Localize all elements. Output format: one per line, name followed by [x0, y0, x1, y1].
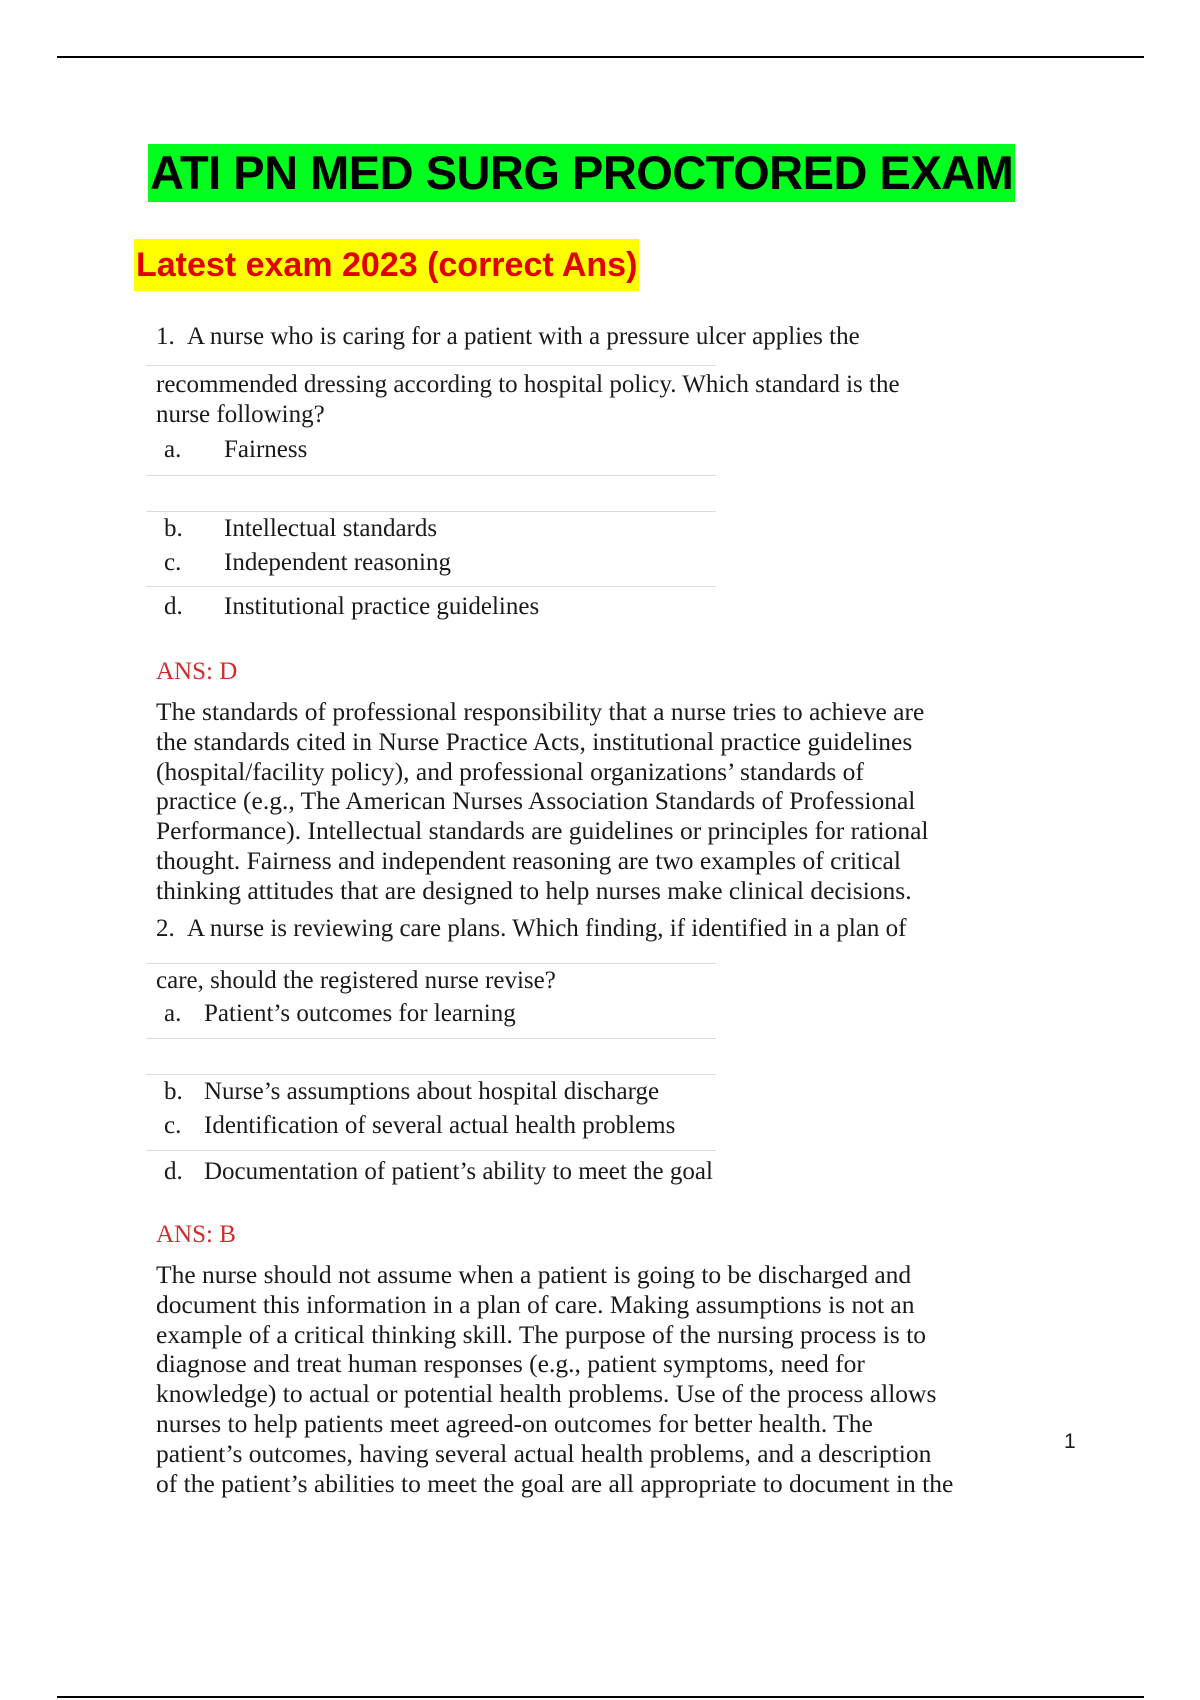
divider: [146, 365, 716, 366]
divider: [146, 1074, 716, 1075]
rationale-line: practice (e.g., The American Nurses Association Standards of Professional: [156, 786, 916, 816]
rationale: [156, 697, 1056, 906]
option-text: Identification of several actual health problems: [204, 1112, 676, 1139]
rationale-line: knowledge) to actual or potential health problems. Use of the process allows: [156, 1379, 937, 1409]
option-text: Independent reasoning: [224, 549, 452, 576]
subtitle-block: [134, 239, 639, 291]
answer-label: ANS: D: [156, 658, 238, 685]
rationale-line: example of a critical thinking skill. The purpose of the nursing process is to: [156, 1319, 927, 1349]
divider: [146, 963, 716, 964]
rationale-line: document this information in a plan of care. Making assumptions is not an: [156, 1289, 915, 1319]
top-rule: [57, 56, 1144, 58]
option-letter: d.: [164, 1158, 183, 1185]
rationale-line: nurses to help patients meet agreed-on outcomes for better health. The: [156, 1408, 873, 1438]
rationale-line: diagnose and treat human responses (e.g., patient symptoms, need for: [156, 1349, 865, 1379]
question-number: 2.: [156, 915, 175, 942]
option-letter: c.: [164, 1112, 182, 1139]
question-stem-line: A nurse is reviewing care plans. Which finding, if identified in a plan of: [187, 915, 907, 942]
question-stem-line: nurse following?: [156, 401, 325, 428]
option-text: Patient’s outcomes for learning: [204, 1000, 516, 1027]
rationale-line: The nurse should not assume when a patient is going to be discharged and: [156, 1260, 912, 1289]
option-text: Fairness: [224, 436, 308, 463]
option-letter: b.: [164, 515, 183, 542]
question-stem-line: care, should the registered nurse revise?: [156, 967, 556, 994]
document-title: ATI PN MED SURG PROCTORED EXAM: [148, 144, 1015, 202]
option-text: Institutional practice guidelines: [224, 593, 540, 620]
rationale-line: Performance). Intellectual standards are guidelines or principles for rational: [156, 816, 929, 846]
option-letter: b.: [164, 1078, 183, 1105]
option-letter: d.: [164, 593, 183, 620]
question-stem-line: recommended dressing according to hospital policy. Which standard is the: [156, 371, 900, 398]
question-stem-line: A nurse who is caring for a patient with a pressure ulcer applies the: [187, 323, 860, 350]
option-text: Intellectual standards: [224, 515, 438, 542]
divider: [146, 511, 716, 512]
option-text: Nurse’s assumptions about hospital discharge: [204, 1078, 660, 1105]
divider: [146, 1150, 716, 1151]
rationale-line: (hospital/facility policy), and professional organizations’ standards of: [156, 756, 864, 786]
answer-label: ANS: B: [156, 1221, 236, 1248]
rationale-line: the standards cited in Nurse Practice Acts, institutional practice guidelines: [156, 726, 913, 756]
bottom-rule: [57, 1696, 1144, 1698]
title-block: [148, 144, 1015, 202]
question-number: 1.: [156, 323, 175, 350]
divider: [146, 1038, 716, 1039]
rationale-line: The standards of professional responsibility that a nurse tries to achieve are: [156, 697, 925, 726]
divider: [146, 475, 716, 476]
rationale-line: thought. Fairness and independent reasoning are two examples of critical: [156, 845, 901, 875]
rationale-line: thinking attitudes that are designed to help nurses make clinical decisions.: [156, 875, 912, 905]
option-letter: a.: [164, 436, 182, 463]
option-text: Documentation of patient’s ability to meet the goal: [204, 1158, 713, 1185]
rationale-line: of the patient’s abilities to meet the goal are all appropriate to document in the: [156, 1468, 954, 1498]
document-subtitle: Latest exam 2023 (correct Ans): [134, 239, 639, 291]
option-letter: a.: [164, 1000, 182, 1027]
option-letter: c.: [164, 549, 182, 576]
rationale-line: patient’s outcomes, having several actual health problems, and a description: [156, 1438, 932, 1468]
page-number: 1: [1064, 1430, 1076, 1453]
rationale: [156, 1260, 1056, 1498]
divider: [146, 586, 716, 587]
